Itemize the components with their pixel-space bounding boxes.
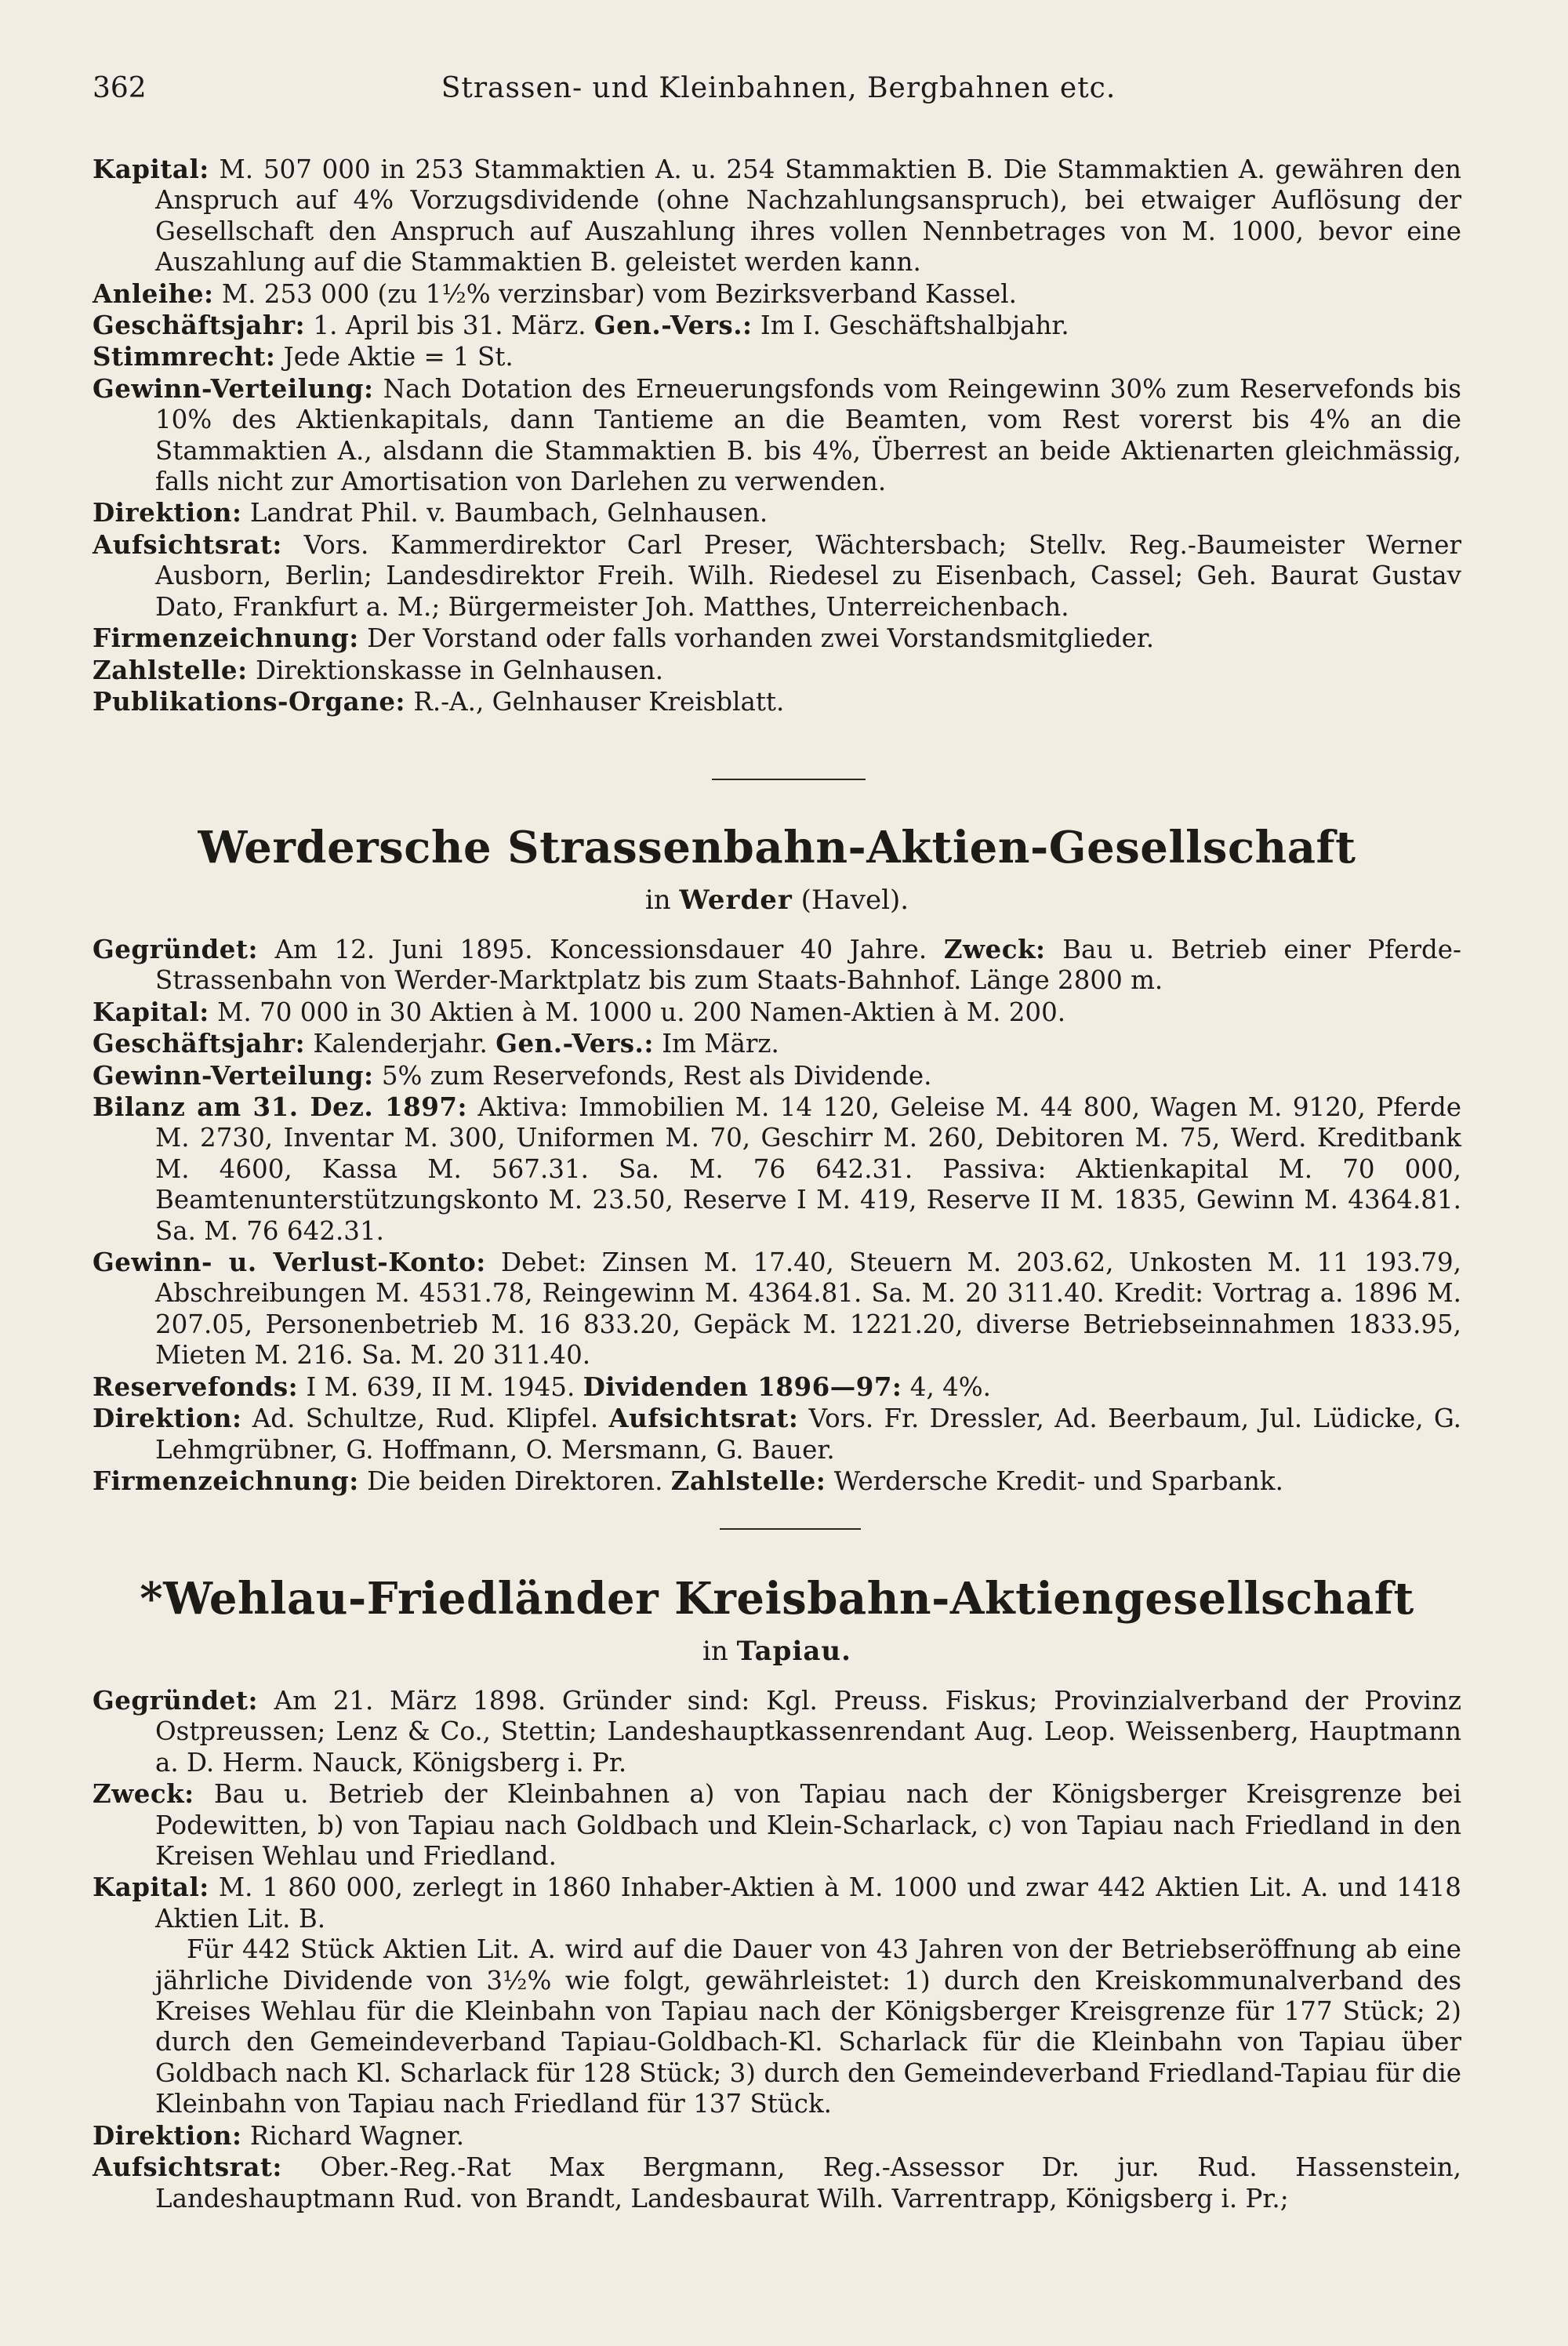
entry-text: Aktiva: Immobilien M. 14 120, Geleise M. 44 800, Wagen M. 9120, Pferde M. 2730, Inventar M. 300, Uniformen M. 70, Geschirr M. 260, Debitoren M. 75, Werd. Kreditbank M. 4600, Kassa M. 567.31. Sa. M. 76 642.31. Passiva: Aktienkapital M. 70 000, Beamtenunterstützungskonto M. 23.50, Reserve I M. 419, Reserve II M. 1835, Gewinn M. 4364.81. Sa. M. 76 642.31.	[155, 1092, 1462, 1246]
entry-label: Direktion:	[93, 1403, 242, 1434]
entry-label-2: Dividenden 1896—97:	[583, 1371, 902, 1402]
section-continued	[93, 154, 1461, 717]
entry-label: Direktion:	[93, 497, 242, 528]
entry-label: Kapital:	[93, 154, 209, 184]
entry	[93, 373, 1461, 498]
page-number: 362	[93, 72, 147, 104]
entry	[93, 1685, 1461, 1778]
entry-continuation: Für 442 Stück Aktien Lit. A. wird auf die Dauer von 43 Jahren von der Betriebseröffnung ab eine jährliche Dividende von 3½% wie folgt, gewährleistet: 1) durch den Kreiskommunalverband des Kreises Wehlau für die Kleinbahn von Tapiau nach der Königsberger Kreisgrenze für 177 Stück; 2) durch den Gemeindeverband Tapiau-Goldbach-Kl. Scharlack für die Kleinbahn von Tapiau über Goldbach nach Kl. Scharlack für 128 Stück; 3) durch den Gemeindeverband Friedland-Tapiau für die Kleinbahn von Tapiau nach Friedland für 137 Stück.	[155, 1934, 1461, 2119]
company-title: *Wehlau-Friedländer Kreisbahn-Aktiengesellschaft	[140, 1573, 1414, 1625]
entry-label: Reservefonds:	[93, 1371, 299, 1402]
entry-text: Landrat Phil. v. Baumbach, Gelnhausen.	[241, 498, 768, 528]
entry-text-2: Im I. Geschäftshalbjahr.	[752, 310, 1069, 341]
entry	[93, 1778, 1461, 1872]
entry	[93, 154, 1461, 278]
entry-text: Debet: Zinsen M. 17.40, Steuern M. 203.62, Unkosten M. 11 193.79, Abschreibungen M. 4531.78, Reingewinn M. 4364.81. Sa. M. 20 311.40. Kredit: Vortrag a. 1896 M. 207.05, Personenbetrieb M. 16 833.20, Gepäck M. 1221.20, diverse Betriebseinnahmen 1833.95, Mieten M. 216. Sa. M. 20 311.40.	[155, 1247, 1461, 1371]
entry-text-2: Werdersche Kredit- und Sparbank.	[826, 1465, 1283, 1496]
entry-label: Firmenzeichnung:	[93, 623, 359, 654]
entry	[93, 497, 1461, 528]
entry-text: Ober.-Reg.-Rat Max Bergmann, Reg.-Assessor Dr. jur. Rud. Hassenstein, Landeshauptmann Rud. von Brandt, Landesbaurat Wilh. Varrentrapp, Königsberg i. Pr.;	[155, 2152, 1461, 2213]
entry-label-2: Zahlstelle:	[670, 1465, 826, 1496]
entry-label: Gewinn-Verteilung:	[93, 372, 374, 404]
entry-label: Geschäftsjahr:	[93, 310, 306, 341]
entry-text: M. 1 860 000, zerlegt in 1860 Inhaber-Aktien à M. 1000 und zwar 442 Aktien Lit. A. und 1418 Aktien Lit. B.	[155, 1872, 1461, 1934]
section-werdersche	[93, 934, 1461, 1497]
entry	[93, 1091, 1461, 1247]
running-title: Strassen- und Kleinbahnen, Bergbahnen etc.	[441, 72, 1116, 104]
entry-label: Bilanz am 31. Dez. 1897:	[93, 1091, 467, 1123]
entry	[93, 1465, 1461, 1497]
entry	[93, 934, 1461, 997]
company-location	[93, 1636, 1461, 1667]
section-divider	[712, 779, 866, 780]
entry	[93, 1028, 1461, 1059]
entry-label: Geschäftsjahr:	[93, 1028, 306, 1059]
entry-text: Jede Aktie = 1 St.	[275, 342, 514, 372]
entry-text: Direktionskasse in Gelnhausen.	[247, 655, 664, 685]
entry-text: Der Vorstand oder falls vorhanden zwei Vorstandsmitglieder.	[358, 623, 1155, 654]
entry-label: Aufsichtsrat:	[93, 528, 282, 560]
entry	[93, 686, 1461, 717]
entry-text: Vors. Kammerdirektor Carl Preser, Wächtersbach; Stellv. Reg.-Baumeister Werner Ausborn, Berlin; Landesdirektor Freih. Wilh. Riedesel zu Eisenbach, Cassel; Geh. Baurat Gustav Dato, Frankfurt a. M.; Bürgermeister Joh. Matthes, Unterreichenbach.	[155, 529, 1461, 622]
entry-label: Gewinn- u. Verlust-Konto:	[93, 1247, 486, 1278]
entry-text: M. 70 000 in 30 Aktien à M. 1000 u. 200 Namen-Aktien à M. 200.	[209, 997, 1066, 1027]
location-name: Werder	[679, 884, 793, 916]
entry	[93, 997, 1461, 1028]
entry	[93, 2152, 1461, 2214]
entry	[93, 1872, 1461, 1934]
entry	[93, 341, 1461, 372]
entry	[93, 1060, 1461, 1091]
entry-label-2: Gen.-Vers.:	[495, 1028, 654, 1059]
entry-text-2: Bau u. Betrieb einer Pferde-Strassenbahn von Werder-Marktplatz bis zum Staats-Bahnhof. Länge 2800 m.	[155, 935, 1461, 996]
entry-text: M. 507 000 in 253 Stammaktien A. u. 254 Stammaktien B. Die Stammaktien A. gewähren den Anspruch auf 4% Vorzugsdividende (ohne Nachzahlungsanspruch), bei etwaiger Auflösung der Gesellschaft den Anspruch auf Auszahlung ihres vollen Nennbetrages von M. 1000, bevor eine Auszahlung auf die Stammaktien B. geleistet werden kann.	[155, 154, 1461, 278]
entry-label: Stimmrecht:	[93, 341, 276, 372]
entry-label: Gegründet:	[93, 1685, 258, 1716]
entry-text: M. 253 000 (zu 1½% verzinsbar) vom Bezirksverband Kassel.	[213, 278, 1017, 309]
entry-text: Die beiden Direktoren.	[358, 1465, 671, 1496]
entry	[93, 529, 1461, 623]
entry-text: 5% zum Reservefonds, Rest als Dividende.	[373, 1060, 932, 1091]
entry-text: Ad. Schultze, Rud. Klipfel.	[241, 1404, 609, 1434]
company-location	[93, 884, 1461, 916]
entry	[93, 278, 1461, 310]
entry-label: Anleihe:	[93, 278, 214, 309]
entry-label-2: Zweck:	[943, 934, 1046, 964]
entry	[93, 1247, 1461, 1371]
entry	[93, 655, 1461, 686]
entry-label: Kapital:	[93, 1872, 209, 1903]
entry	[93, 2120, 1461, 2152]
entry-text: Richard Wagner.	[241, 2120, 465, 2151]
entry-text: Am 21. März 1898. Gründer sind: Kgl. Preuss. Fiskus; Provinzialverband der Provinz Ostpreussen; Lenz & Co., Stettin; Landeshauptkassenrendant Aug. Leop. Weissenberg, Hauptmann a. D. Herm. Nauck, Königsberg i. Pr.	[155, 1686, 1461, 1778]
location-prefix: in	[702, 1636, 737, 1667]
entry	[93, 623, 1461, 654]
entry-label-2: Aufsichtsrat:	[608, 1403, 799, 1434]
entry-text: Kalenderjahr.	[305, 1029, 496, 1059]
entry-label: Publikations-Organe:	[93, 685, 406, 717]
entry-text: Am 12. Juni 1895. Koncessionsdauer 40 Jahre.	[257, 935, 944, 964]
location-suffix: (Havel).	[792, 884, 909, 916]
entry	[93, 1371, 1461, 1403]
entry-text: R.-A., Gelnhauser Kreisblatt.	[405, 686, 785, 717]
entry-text-2: Im März.	[653, 1029, 779, 1059]
entry-label: Aufsichtsrat:	[93, 2152, 282, 2183]
entry-text: Bau u. Betrieb der Kleinbahnen a) von Tapiau nach der Königsberger Kreisgrenze bei Podewitten, b) von Tapiau nach Goldbach und Klein-Scharlack, c) von Tapiau nach Friedland in den Kreisen Wehlau und Friedland.	[155, 1779, 1461, 1872]
location-prefix: in	[644, 884, 680, 916]
entry-text: Nach Dotation des Erneuerungsfonds vom Reingewinn 30% zum Reservefonds bis 10% des Aktienkapitals, dann Tantieme an die Beamten, vom Rest vorerst bis 4% an die Stammaktien A., alsdann die Stammaktien B. bis 4%, Überrest an beide Aktienarten gleichmässig, falls nicht zur Amortisation von Darlehen zu verwenden.	[155, 373, 1461, 497]
entry-text-2: 4, 4%.	[902, 1371, 991, 1402]
location-name: Tapiau.	[736, 1636, 851, 1667]
entry-text-2: Vors. Fr. Dressler, Ad. Beerbaum, Jul. Lüdicke, G. Lehmgrübner, G. Hoffmann, O. Mersmann, G. Bauer.	[155, 1404, 1461, 1465]
section-wehlau	[93, 1685, 1461, 2214]
entry-text: 1. April bis 31. März.	[305, 310, 594, 341]
entry	[93, 310, 1461, 341]
entry-label: Gewinn-Verteilung:	[93, 1059, 374, 1091]
entry	[93, 1403, 1461, 1465]
entry-label: Kapital:	[93, 996, 209, 1027]
section-divider	[720, 1528, 861, 1530]
entry-label: Zweck:	[93, 1778, 194, 1810]
entry-label: Firmenzeichnung:	[93, 1465, 359, 1496]
entry-label-2: Gen.-Vers.:	[593, 310, 753, 341]
page-header	[93, 72, 1465, 111]
entry-label: Gegründet:	[93, 934, 258, 964]
company-title: Werdersche Strassenbahn-Aktien-Gesellschaft	[198, 822, 1356, 873]
entry-label: Zahlstelle:	[93, 654, 248, 685]
entry-label: Direktion:	[93, 2119, 242, 2151]
entry-text: I M. 639, II M. 1945.	[298, 1371, 583, 1402]
